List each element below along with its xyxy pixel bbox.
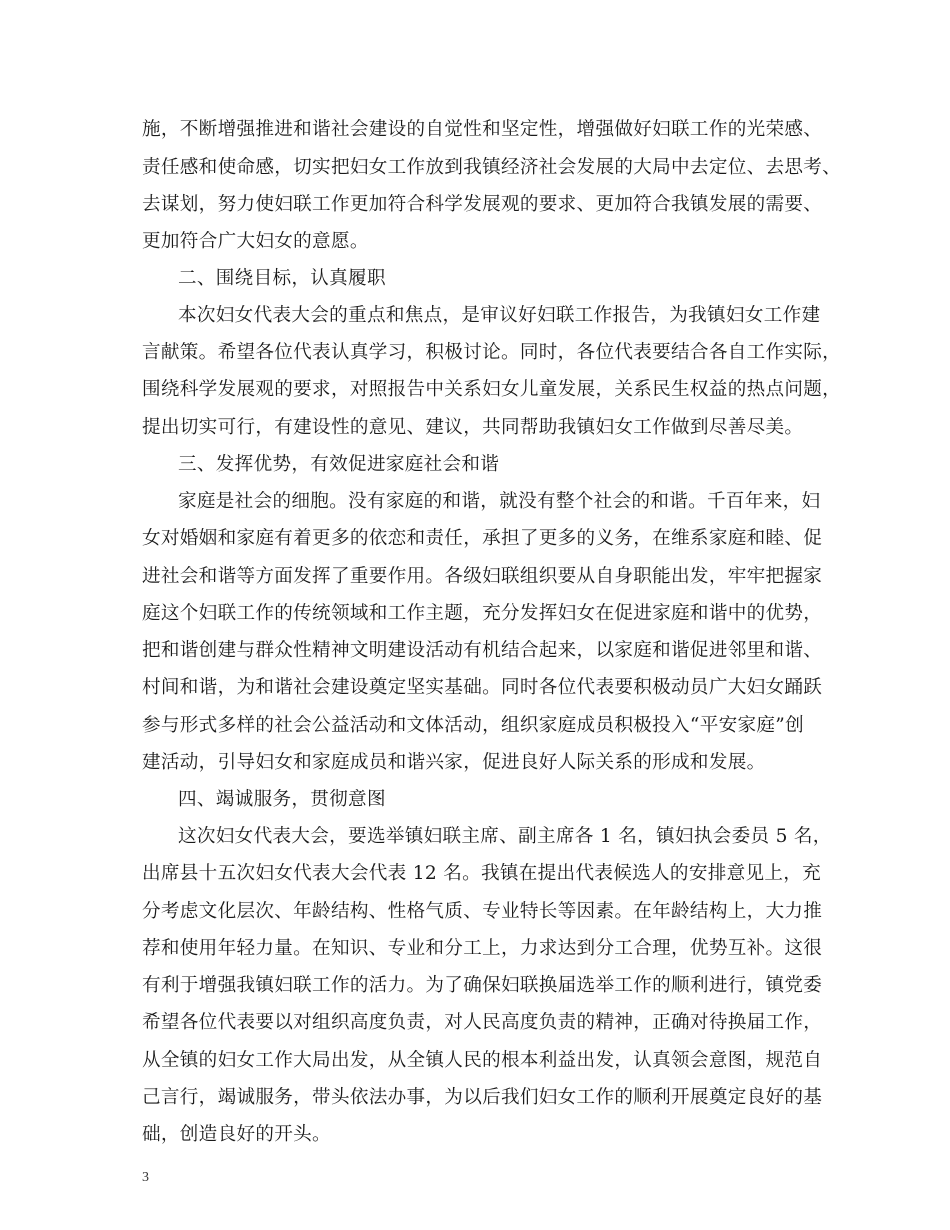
page-number: 3 — [142, 1170, 149, 1185]
text-line: 责任感和使命感，切实把妇女工作放到我镇经济社会发展的大局中去定位、去思考、 — [142, 157, 842, 178]
text-line: 施，不断增强推进和谐社会建设的自觉性和坚定性，增强做好妇联工作的光荣感、 — [142, 119, 823, 140]
text-line: 己言行，竭诚服务，带头依法办事，为以后我们妇女工作的顺利开展奠定良好的基 — [142, 1087, 823, 1108]
text-line: 础，创造良好的开头。 — [142, 1124, 331, 1145]
text-line: 本次妇女代表大会的重点和焦点，是审议好妇联工作报告，为我镇妇女工作建 — [178, 305, 821, 326]
text-line: 从全镇的妇女工作大局出发，从全镇人民的根本利益出发，认真领会意图，规范自 — [142, 1050, 823, 1071]
text-line: 村间和谐，为和谐社会建设奠定坚实基础。同时各位代表要积极动员广大妇女踊跃 — [142, 677, 823, 698]
text-line: 分考虑文化层次、年龄结构、性格气质、专业特长等因素。在年龄结构上，大力推 — [142, 901, 823, 922]
text-line: 庭这个妇联工作的传统领域和工作主题，充分发挥妇女在促进家庭和谐中的优势， — [142, 603, 823, 624]
text-line: 参与形式多样的社会公益活动和文体活动，组织家庭成员积极投入“平安家庭”创 — [142, 715, 804, 736]
section-heading: 四、竭诚服务，贯彻意图 — [178, 789, 386, 810]
text-line: 更加符合广大妇女的意愿。 — [142, 231, 369, 252]
text-line: 提出切实可行，有建设性的意见、建议，共同帮助我镇妇女工作做到尽善尽美。 — [142, 417, 804, 438]
text-line: 家庭是社会的细胞。没有家庭的和谐，就没有整个社会的和谐。千百年来，妇 — [178, 491, 821, 512]
text-line: 女对婚姻和家庭有着更多的依恋和责任，承担了更多的义务，在维系家庭和睦、促 — [142, 528, 823, 549]
text-line: 言献策。希望各位代表认真学习，积极讨论。同时，各位代表要结合各自工作实际， — [142, 342, 842, 363]
text-line: 出席县十五次妇女代表大会代表 12 名。我镇在提出代表候选人的安排意见上，充 — [142, 863, 822, 884]
text-line: 围绕科学发展观的要求，对照报告中关系妇女儿童发展，关系民生权益的热点问题， — [142, 379, 842, 400]
text-line: 去谋划，努力使妇联工作更加符合科学发展观的要求、更加符合我镇发展的需要、 — [142, 194, 823, 215]
text-line: 有利于增强我镇妇联工作的活力。为了确保妇联换届选举工作的顺利进行，镇党委 — [142, 975, 823, 996]
text-line: 这次妇女代表大会，要选举镇妇联主席、副主席各 1 名，镇妇执会委员 5 名， — [178, 826, 832, 847]
text-line: 荐和使用年轻力量。在知识、专业和分工上，力求达到分工合理，优势互补。这很 — [142, 938, 823, 959]
text-line: 把和谐创建与群众性精神文明建设活动有机结合起来，以家庭和谐促进邻里和谐、 — [142, 640, 823, 661]
text-line: 建活动，引导妇女和家庭成员和谐兴家，促进良好人际关系的形成和发展。 — [142, 752, 766, 773]
text-line: 希望各位代表要以对组织高度负责，对人民高度负责的精神，正确对待换届工作， — [142, 1012, 823, 1033]
section-heading: 三、发挥优势，有效促进家庭社会和谐 — [178, 454, 500, 475]
text-line: 进社会和谐等方面发挥了重要作用。各级妇联组织要从自身职能出发，牢牢把握家 — [142, 566, 823, 587]
section-heading: 二、围绕目标，认真履职 — [178, 268, 386, 289]
